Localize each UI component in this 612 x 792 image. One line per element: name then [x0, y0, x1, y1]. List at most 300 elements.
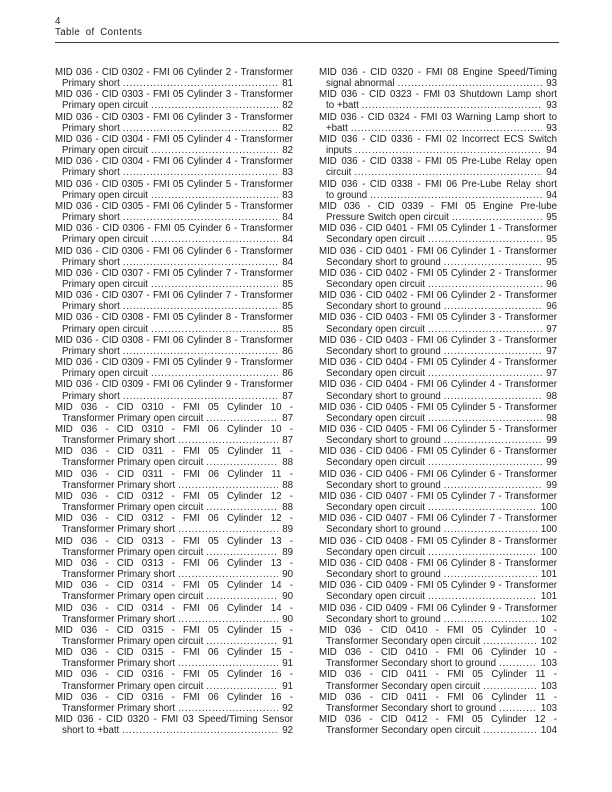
toc-entry-continuation-line	[55, 681, 293, 692]
toc-entry-continuation-line	[319, 524, 557, 535]
toc-entry-continuation-line	[319, 346, 557, 357]
toc-entry-title-line: MID 036 - CID 0402 - FMI 05 Cylinder 2 - Transformer	[319, 267, 557, 279]
dot-leader	[206, 636, 278, 647]
toc-entry	[55, 223, 293, 245]
dot-leader	[178, 524, 278, 535]
toc-entry-continuation-line	[319, 145, 557, 156]
toc-entry-title-line: MID 036 - CID 0312 - FMI 05 Cylinder 12 -	[55, 490, 293, 502]
toc-entry	[319, 134, 557, 156]
dot-leader	[178, 569, 278, 580]
toc-entry-continuation-text: Transformer Secondary open circuit	[326, 635, 481, 647]
toc-entry-title-line: MID 036 - CID 0306 - FMI 06 Cylinder 6 - Transformer	[55, 245, 293, 257]
toc-entry-title-line: MID 036 - CID 0407 - FMI 05 Cylinder 7 - Transformer	[319, 490, 557, 502]
toc-entry-page-number: 88	[282, 502, 293, 514]
toc-entry-page-number: 100	[540, 546, 557, 558]
toc-entry-page-number: 104	[540, 725, 557, 737]
toc-entry	[55, 625, 293, 647]
toc-entry	[55, 357, 293, 379]
toc-entry-title-line: MID 036 - CID 0402 - FMI 06 Cylinder 2 - Transformer	[319, 290, 557, 302]
toc-entry-title-line: MID 036 - CID 0306 - FMI 05 Cyinder 6 - Transformer	[55, 223, 293, 235]
toc-entry	[319, 179, 557, 201]
toc-entry-page-number: 83	[282, 189, 293, 201]
toc-entry	[55, 89, 293, 111]
toc-entry-continuation-line	[319, 547, 557, 558]
toc-entry	[319, 692, 557, 714]
toc-entry-continuation-line	[319, 190, 557, 201]
toc-entry-page-number: 93	[546, 100, 557, 112]
toc-entry-continuation-line	[55, 145, 293, 156]
toc-entry-title-line: MID 036 - CID 0304 - FMI 05 Cylinder 4 - Transformer	[55, 133, 293, 145]
toc-entry-page-number: 94	[546, 145, 557, 157]
toc-entry-continuation-text: Transformer Secondary short to ground	[326, 658, 497, 670]
dot-leader	[444, 614, 537, 625]
toc-entry-page-number: 95	[546, 212, 557, 224]
dot-leader	[444, 480, 542, 491]
toc-entry	[55, 201, 293, 223]
toc-entry-page-number: 94	[546, 167, 557, 179]
toc-entry-title-line: MID 036 - CID 0309 - FMI 06 Cylinder 9 - Transformer	[55, 379, 293, 391]
toc-entry-title-line: MID 036 - CID 0315 - FMI 06 Cylinder 15 -	[55, 647, 293, 659]
toc-entry-page-number: 100	[540, 524, 557, 536]
toc-entry-continuation-text: Transformer Primary short	[62, 479, 176, 491]
toc-entry-page-number: 88	[282, 479, 293, 491]
toc-entry-continuation-text: signal abnormal	[326, 78, 395, 90]
toc-entry	[55, 603, 293, 625]
dot-leader	[178, 435, 278, 446]
toc-entry	[55, 156, 293, 178]
dot-leader	[123, 78, 278, 89]
dot-leader	[428, 324, 542, 335]
dot-leader	[370, 190, 542, 201]
dot-leader	[428, 591, 537, 602]
toc-entry	[319, 625, 557, 647]
dot-leader	[206, 591, 278, 602]
dot-leader	[444, 391, 542, 402]
toc-entry-continuation-line	[55, 547, 293, 558]
toc-entry-title-line: MID 036 - CID 0401 - FMI 05 Cylinder 1 - Transformer	[319, 223, 557, 235]
toc-entry-continuation-text: Secondary open circuit	[326, 234, 425, 246]
toc-entry-title-line: MID 036 - CID 0311 - FMI 06 Cylinder 11 -	[55, 468, 293, 480]
dot-leader	[123, 346, 278, 357]
toc-entry-title-line: MID 036 - CID 0411 - FMI 05 Cylinder 11 -	[319, 669, 557, 681]
toc-entry-page-number: 91	[282, 635, 293, 647]
toc-entry-page-number: 101	[540, 569, 557, 581]
toc-entry-continuation-line	[55, 569, 293, 580]
toc-entry-continuation-text: Secondary open circuit	[326, 457, 425, 469]
toc-entry-title-line: MID 036 - CID 0406 - FMI 05 Cylinder 6 - Transformer	[319, 446, 557, 458]
toc-entry	[319, 714, 557, 736]
dot-leader	[362, 100, 542, 111]
toc-entry-continuation-line	[55, 636, 293, 647]
toc-entry-page-number: 90	[282, 569, 293, 581]
toc-entry-continuation-text: Transformer Secondary open circuit	[326, 680, 481, 692]
toc-entry	[319, 156, 557, 178]
toc-entry-title-line: MID 036 - CID 0309 - FMI 05 Cylinder 9 - Transformer	[55, 357, 293, 369]
dot-leader	[428, 413, 542, 424]
toc-entry	[55, 513, 293, 535]
toc-entry-continuation-text: Transformer Primary open circuit	[62, 680, 204, 692]
toc-entry-continuation-text: Transformer Primary open circuit	[62, 412, 204, 424]
toc-entry-page-number: 96	[546, 301, 557, 313]
toc-entry-continuation-line	[55, 614, 293, 625]
toc-entry-page-number: 98	[546, 412, 557, 424]
toc-entry-page-number: 95	[546, 256, 557, 268]
toc-entry-page-number: 97	[546, 368, 557, 380]
toc-columns	[55, 67, 557, 736]
toc-entry	[55, 335, 293, 357]
toc-entry-title-line: MID 036 - CID 0404 - FMI 06 Cylinder 4 - Transformer	[319, 379, 557, 391]
toc-entry	[319, 112, 557, 134]
toc-entry-page-number: 96	[546, 278, 557, 290]
toc-entry-continuation-text: Transformer Primary short	[62, 658, 176, 670]
dot-leader	[123, 167, 278, 178]
toc-entry	[55, 491, 293, 513]
toc-entry	[55, 379, 293, 401]
toc-column-left	[55, 67, 293, 736]
dot-leader	[428, 234, 542, 245]
toc-entry-continuation-line	[319, 658, 557, 669]
toc-entry-page-number: 86	[282, 368, 293, 380]
toc-entry	[55, 647, 293, 669]
toc-entry	[319, 469, 557, 491]
dot-leader	[444, 257, 542, 268]
toc-entry-title-line: MID 036 - CID 0310 - FMI 05 Cylinder 10 -	[55, 401, 293, 413]
toc-entry-continuation-line	[319, 681, 557, 692]
toc-entry-continuation-text: Primary open circuit	[62, 100, 148, 112]
dot-leader	[483, 725, 537, 736]
toc-entry-page-number: 99	[546, 479, 557, 491]
dot-leader	[452, 212, 542, 223]
toc-entry-continuation-line	[55, 435, 293, 446]
dot-leader	[123, 123, 278, 134]
toc-entry-continuation-line	[319, 324, 557, 335]
toc-entry-continuation-line	[319, 123, 557, 134]
toc-entry-continuation-text: Transformer Primary short	[62, 569, 176, 581]
toc-entry	[319, 558, 557, 580]
toc-entry-continuation-line	[55, 190, 293, 201]
toc-entry	[319, 379, 557, 401]
toc-entry	[55, 669, 293, 691]
dot-leader	[178, 703, 278, 714]
dot-leader	[351, 123, 542, 134]
toc-entry-title-line: MID 036 - CID 0412 - FMI 05 Cylinder 12 -	[319, 714, 557, 726]
toc-entry-title-line: MID 036 - CID 0324 - FMI 03 Warning Lamp short to	[319, 111, 557, 123]
toc-entry-continuation-line	[55, 391, 293, 402]
toc-entry-continuation-line	[319, 480, 557, 491]
dot-leader	[151, 100, 278, 111]
toc-entry-title-line: MID 036 - CID 0409 - FMI 06 Cylinder 9 - Transformer	[319, 602, 557, 614]
toc-entry-page-number: 92	[282, 702, 293, 714]
toc-entry-continuation-text: Primary open circuit	[62, 278, 148, 290]
toc-entry-title-line: MID 036 - CID 0403 - FMI 05 Cylinder 3 - Transformer	[319, 312, 557, 324]
toc-entry-continuation-text: Primary short	[62, 78, 120, 90]
toc-entry-title-line: MID 036 - CID 0401 - FMI 06 Cylinder 1 - Transformer	[319, 245, 557, 257]
toc-entry-continuation-text: inputs	[326, 145, 352, 157]
dot-leader	[398, 78, 543, 89]
toc-entry-title-line: MID 036 - CID 0339 - FMI 05 Engine Pre-lube	[319, 200, 557, 212]
toc-entry-continuation-line	[319, 234, 557, 245]
toc-entry-continuation-text: Transformer Primary short	[62, 702, 176, 714]
toc-entry-continuation-line	[319, 78, 557, 89]
toc-entry-continuation-line	[55, 457, 293, 468]
dot-leader	[123, 391, 278, 402]
toc-entry-continuation-line	[319, 279, 557, 290]
toc-entry-page-number: 84	[282, 212, 293, 224]
toc-entry-page-number: 89	[282, 546, 293, 558]
toc-entry-page-number: 84	[282, 234, 293, 246]
toc-entry-page-number: 87	[282, 390, 293, 402]
dot-leader	[483, 681, 537, 692]
toc-entry-page-number: 85	[282, 323, 293, 335]
toc-entry	[55, 424, 293, 446]
dot-leader	[206, 502, 278, 513]
toc-entry	[319, 268, 557, 290]
toc-entry-title-line: MID 036 - CID 0308 - FMI 05 Cylinder 8 - Transformer	[55, 312, 293, 324]
toc-entry-page-number: 87	[282, 435, 293, 447]
toc-entry	[55, 714, 293, 736]
toc-entry-page-number: 91	[282, 658, 293, 670]
toc-entry-continuation-text: Transformer Primary short	[62, 613, 176, 625]
dot-leader	[428, 279, 542, 290]
toc-entry	[55, 268, 293, 290]
toc-entry	[319, 201, 557, 223]
dot-leader	[444, 524, 537, 535]
toc-entry-continuation-line	[55, 703, 293, 714]
toc-entry-page-number: 102	[540, 613, 557, 625]
toc-entry-page-number: 89	[282, 524, 293, 536]
toc-entry	[319, 603, 557, 625]
toc-entry-continuation-text: Primary open circuit	[62, 323, 148, 335]
toc-entry-title-line: MID 036 - CID 0410 - FMI 06 Cylinder 10 -	[319, 647, 557, 659]
dot-leader	[122, 725, 278, 736]
dot-leader	[178, 480, 278, 491]
toc-entry-continuation-line	[55, 279, 293, 290]
toc-entry	[319, 580, 557, 602]
dot-leader	[499, 703, 537, 714]
toc-entry-continuation-text: Primary open circuit	[62, 368, 148, 380]
toc-entry-page-number: 87	[282, 412, 293, 424]
toc-entry-continuation-text: Primary short	[62, 122, 120, 134]
toc-entry-continuation-text: Secondary short to ground	[326, 435, 441, 447]
toc-entry-continuation-line	[55, 591, 293, 602]
toc-entry-page-number: 102	[540, 635, 557, 647]
dot-leader	[206, 547, 278, 558]
toc-entry-continuation-line	[319, 257, 557, 268]
dot-leader	[428, 547, 537, 558]
dot-leader	[178, 658, 278, 669]
toc-entry	[55, 290, 293, 312]
toc-entry-continuation-line	[319, 301, 557, 312]
dot-leader	[444, 569, 537, 580]
toc-entry-continuation-text: Secondary short to ground	[326, 345, 441, 357]
toc-entry	[319, 290, 557, 312]
toc-entry-page-number: 85	[282, 278, 293, 290]
toc-entry-page-number: 97	[546, 323, 557, 335]
toc-entry-title-line: MID 036 - CID 0315 - FMI 05 Cylinder 15 -	[55, 624, 293, 636]
toc-entry-page-number: 94	[546, 189, 557, 201]
toc-entry-continuation-line	[319, 502, 557, 513]
toc-entry-continuation-text: Transformer Secondary open circuit	[326, 725, 481, 737]
toc-entry-continuation-line	[319, 413, 557, 424]
toc-entry-title-line: MID 036 - CID 0307 - FMI 06 Cylinder 7 - Transformer	[55, 290, 293, 302]
toc-entry	[319, 223, 557, 245]
toc-entry-continuation-text: Transformer Primary open circuit	[62, 635, 204, 647]
toc-entry-title-line: MID 036 - CID 0302 - FMI 06 Cylinder 2 - Transformer	[55, 67, 293, 78]
toc-entry-page-number: 92	[282, 725, 293, 737]
toc-entry-title-line: MID 036 - CID 0312 - FMI 06 Cylinder 12 -	[55, 513, 293, 525]
toc-entry-page-number: 101	[540, 591, 557, 603]
toc-entry-title-line: MID 036 - CID 0336 - FMI 02 Incorrect ECS Switch	[319, 133, 557, 145]
toc-entry-continuation-text: Secondary open circuit	[326, 546, 425, 558]
toc-column-right	[319, 67, 557, 736]
dot-leader	[123, 301, 278, 312]
dot-leader	[354, 167, 542, 178]
toc-entry-continuation-line	[55, 212, 293, 223]
dot-leader	[178, 614, 278, 625]
toc-entry	[319, 246, 557, 268]
toc-entry-title-line: MID 036 - CID 0411 - FMI 06 Cylinder 11 -	[319, 691, 557, 703]
toc-entry-page-number: 100	[540, 502, 557, 514]
toc-entry-continuation-text: Secondary short to ground	[326, 569, 441, 581]
toc-entry	[319, 67, 557, 89]
page-title: Table of Contents	[55, 27, 143, 38]
toc-entry	[319, 335, 557, 357]
toc-entry-continuation-line	[55, 123, 293, 134]
toc-entry-continuation-text: Primary short	[62, 167, 120, 179]
toc-entry-page-number: 99	[546, 435, 557, 447]
toc-entry-continuation-line	[55, 524, 293, 535]
toc-entry-continuation-line	[319, 614, 557, 625]
toc-entry-continuation-text: Pressure Switch open circuit	[326, 212, 449, 224]
toc-entry	[55, 112, 293, 134]
toc-entry-page-number: 82	[282, 100, 293, 112]
toc-entry	[55, 446, 293, 468]
toc-entry-continuation-text: +batt	[326, 122, 348, 134]
toc-entry	[319, 536, 557, 558]
dot-leader	[206, 457, 278, 468]
toc-entry	[319, 89, 557, 111]
toc-entry	[55, 402, 293, 424]
toc-entry-page-number: 93	[546, 78, 557, 90]
toc-entry	[55, 67, 293, 89]
toc-entry-page-number: 103	[540, 702, 557, 714]
toc-entry-continuation-line	[55, 502, 293, 513]
toc-entry-page-number: 82	[282, 122, 293, 134]
dot-leader	[206, 681, 278, 692]
dot-leader	[444, 301, 542, 312]
dot-leader	[151, 368, 278, 379]
toc-entry-continuation-text: Transformer Primary open circuit	[62, 591, 204, 603]
toc-entry-continuation-text: Primary open circuit	[62, 189, 148, 201]
toc-entry-page-number: 103	[540, 658, 557, 670]
toc-entry-continuation-text: Primary short	[62, 256, 120, 268]
toc-entry-continuation-text: Secondary open circuit	[326, 323, 425, 335]
toc-entry	[55, 312, 293, 334]
toc-entry-continuation-line	[319, 435, 557, 446]
dot-leader	[483, 636, 537, 647]
toc-entry-continuation-text: Secondary open circuit	[326, 368, 425, 380]
toc-entry-continuation-text: Transformer Primary short	[62, 435, 176, 447]
toc-entry-title-line: MID 036 - CID 0303 - FMI 06 Cylinder 3 - Transformer	[55, 111, 293, 123]
toc-entry-continuation-line	[319, 636, 557, 647]
toc-entry-page-number: 86	[282, 345, 293, 357]
toc-entry-title-line: MID 036 - CID 0338 - FMI 05 Pre-Lube Relay open	[319, 156, 557, 168]
toc-entry-title-line: MID 036 - CID 0316 - FMI 06 Cylinder 16 -	[55, 691, 293, 703]
toc-entry-page-number: 93	[546, 122, 557, 134]
toc-entry-continuation-text: Transformer Primary open circuit	[62, 502, 204, 514]
toc-entry-title-line: MID 036 - CID 0338 - FMI 06 Pre-Lube Relay short	[319, 178, 557, 190]
toc-entry-page-number: 95	[546, 234, 557, 246]
toc-entry-continuation-text: circuit	[326, 167, 352, 179]
toc-entry-continuation-text: Secondary open circuit	[326, 502, 425, 514]
toc-entry-page-number: 81	[282, 78, 293, 90]
dot-leader	[428, 457, 542, 468]
toc-entry-title-line: MID 036 - CID 0316 - FMI 05 Cylinder 16 -	[55, 669, 293, 681]
toc-entry-continuation-text: Primary short	[62, 212, 120, 224]
toc-entry-continuation-text: Secondary short to ground	[326, 390, 441, 402]
toc-entry-continuation-text: short to +batt	[62, 725, 120, 737]
toc-entry-continuation-line	[55, 100, 293, 111]
dot-leader	[123, 212, 278, 223]
toc-entry-title-line: MID 036 - CID 0406 - FMI 06 Cylinder 6 - Transformer	[319, 468, 557, 480]
toc-entry	[55, 692, 293, 714]
toc-entry	[55, 134, 293, 156]
toc-entry	[319, 402, 557, 424]
toc-entry-page-number: 91	[282, 680, 293, 692]
toc-entry	[55, 558, 293, 580]
toc-entry-continuation-text: Secondary open circuit	[326, 591, 425, 603]
toc-entry-page-number: 84	[282, 256, 293, 268]
dot-leader	[151, 234, 278, 245]
toc-entry-continuation-line	[319, 569, 557, 580]
toc-entry-page-number: 82	[282, 145, 293, 157]
toc-entry-continuation-line	[55, 346, 293, 357]
header-divider	[55, 42, 559, 43]
toc-entry-title-line: MID 036 - CID 0403 - FMI 06 Cylinder 3 - Transformer	[319, 334, 557, 346]
toc-entry-continuation-line	[55, 725, 293, 736]
toc-entry-continuation-line	[55, 480, 293, 491]
toc-entry-title-line: MID 036 - CID 0313 - FMI 05 Cylinder 13 -	[55, 535, 293, 547]
toc-entry	[319, 491, 557, 513]
toc-entry-continuation-text: Primary short	[62, 345, 120, 357]
toc-entry-continuation-line	[55, 368, 293, 379]
dot-leader	[151, 145, 278, 156]
dot-leader	[355, 145, 542, 156]
toc-entry-title-line: MID 036 - CID 0303 - FMI 05 Cylinder 3 - Transformer	[55, 89, 293, 101]
toc-entry	[55, 179, 293, 201]
toc-entry	[319, 312, 557, 334]
dot-leader	[428, 502, 537, 513]
toc-entry	[319, 513, 557, 535]
toc-entry-title-line: MID 036 - CID 0409 - FMI 05 Cylinder 9 - Transformer	[319, 580, 557, 592]
toc-entry-continuation-line	[55, 413, 293, 424]
toc-entry-title-line: MID 036 - CID 0405 - FMI 05 Cylinder 5 - Transformer	[319, 401, 557, 413]
toc-entry-title-line: MID 036 - CID 0408 - FMI 06 Cylinder 8 - Transformer	[319, 557, 557, 569]
toc-entry-page-number: 83	[282, 167, 293, 179]
toc-entry-continuation-text: Transformer Primary open circuit	[62, 457, 204, 469]
toc-entry-continuation-text: Primary short	[62, 390, 120, 402]
toc-entry-continuation-line	[55, 324, 293, 335]
toc-entry-continuation-text: Primary open circuit	[62, 234, 148, 246]
toc-entry-continuation-line	[55, 234, 293, 245]
toc-entry-continuation-line	[319, 212, 557, 223]
toc-entry-continuation-text: Secondary short to ground	[326, 479, 441, 491]
toc-entry-title-line: MID 036 - CID 0311 - FMI 05 Cylinder 11 -	[55, 446, 293, 458]
toc-entry-continuation-line	[55, 167, 293, 178]
toc-entry-title-line: MID 036 - CID 0307 - FMI 05 Cylinder 7 - Transformer	[55, 267, 293, 279]
toc-entry-title-line: MID 036 - CID 0314 - FMI 06 Cylinder 14 -	[55, 602, 293, 614]
toc-entry	[319, 424, 557, 446]
